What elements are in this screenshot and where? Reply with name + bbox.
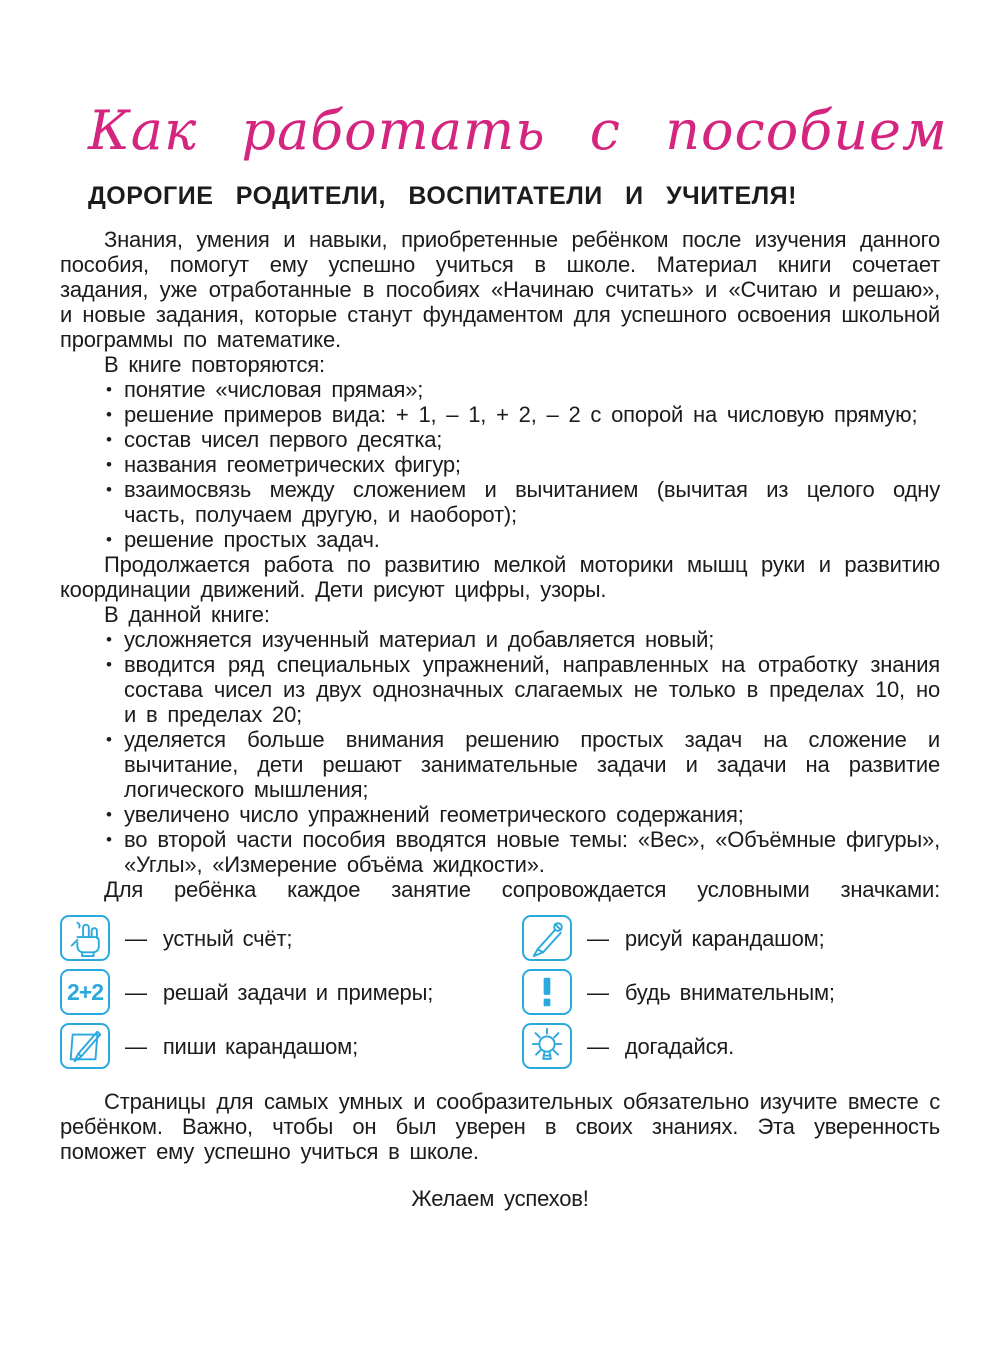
lightbulb-icon (522, 1023, 572, 1069)
list-item-text: усложняется изученный материал и добавляется новый; (124, 627, 715, 653)
page-subtitle: ДОРОГИЕ РОДИТЕЛИ, ВОСПИТАТЕЛИ И УЧИТЕЛЯ! (88, 182, 797, 211)
list-item (60, 402, 940, 427)
repeat-list (60, 377, 940, 552)
list-item (60, 652, 940, 727)
legend-row-solve-examples (60, 969, 522, 1015)
bullet-dot: • (106, 655, 112, 675)
bullet-dot: • (106, 380, 112, 400)
list-item (60, 802, 940, 827)
list-item-text: решение примеров вида: + 1, – 1, + 2, – 2 с опорой на числовую прямую; (124, 402, 918, 428)
closing-block (60, 1089, 940, 1211)
legend-label: решай задачи и примеры; (162, 979, 434, 1005)
legend-label: рисуй карандашом; (624, 925, 825, 951)
list-item (60, 377, 940, 402)
legend-column-left (60, 915, 522, 1069)
bullet-dot: • (106, 455, 112, 475)
paragraph-motor-skills: Продолжается работа по развитию мелкой моторики мышц руки и развитию координации движений. Дети рисуют цифры, узоры. (60, 552, 940, 603)
legend-label: догадайся. (624, 1033, 735, 1059)
legend-dash: — (587, 1033, 609, 1059)
bullet-dot: • (106, 405, 112, 425)
closing-wish: Желаем успехов! (411, 1186, 589, 1212)
legend-intro: Для ребёнка каждое занятие сопровождается условными значками: (104, 877, 940, 903)
legend-row-be-attentive (522, 969, 835, 1015)
body-text (60, 227, 940, 1211)
list-item-text: во второй части пособия вводятся новые темы: «Вес», «Объёмные фигуры», «Углы», «Измерение объёма жидкости». (124, 827, 940, 878)
pencil-draw-icon (522, 915, 572, 961)
exclamation-icon (522, 969, 572, 1015)
icon-legend (60, 915, 940, 1069)
legend-row-draw-pencil (522, 915, 835, 961)
list-item (60, 527, 940, 552)
legend-row-guess (522, 1023, 835, 1069)
list-item (60, 727, 940, 802)
list-item-text: понятие «числовая прямая»; (124, 377, 424, 403)
legend-label: будь внимательным; (624, 979, 835, 1005)
bullet-dot: • (106, 530, 112, 550)
list-item (60, 477, 940, 527)
exclamation-icon (525, 972, 569, 1012)
legend-label: пиши карандашом; (162, 1033, 359, 1059)
page-title: Как работать с пособием (88, 99, 948, 162)
book-list (60, 627, 940, 877)
legend-dash: — (125, 1033, 147, 1059)
bullet-dot: • (106, 430, 112, 450)
legend-dash: — (587, 925, 609, 951)
legend-row-oral-count (60, 915, 522, 961)
list-item (60, 452, 940, 477)
pencil-writing-icon (63, 1026, 107, 1066)
list-item-text: решение простых задач. (124, 527, 380, 553)
book-list-intro: В данной книге: (104, 602, 270, 628)
list-item-text: уделяется больше внимания решению простых задач на сложение и вычитание, дети решают занимательные задачи и задачи на развитие логического мышления; (124, 727, 940, 803)
list-item (60, 627, 940, 652)
lightbulb-icon (525, 1026, 569, 1066)
bullet-dot: • (106, 730, 112, 750)
bullet-dot: • (106, 480, 112, 500)
list-item (60, 827, 940, 877)
pencil-writing-icon (60, 1023, 110, 1069)
bullet-dot: • (106, 630, 112, 650)
list-item-text: взаимосвязь между сложением и вычитанием (вычитая из целого одну часть, получаем другую, и наоборот); (124, 477, 940, 528)
list-item-text: вводится ряд специальных упражнений, направленных на отработку знания состава чисел из двух однозначных слагаемых не только в пределах 10, но и в пределах 20; (124, 652, 940, 728)
pencil-draw-icon (525, 918, 569, 958)
paragraph-smart-pages: Страницы для самых умных и сообразительных обязательно изучите вместе с ребёнком. Важно, чтобы он был уверен в своих знаниях. Эта уверенность поможет ему успешно учиться в школе. (60, 1089, 940, 1165)
legend-dash: — (587, 979, 609, 1005)
repeat-list-intro: В книге повторяются: (104, 352, 325, 378)
solve-examples-symbol: 2+2 (66, 978, 103, 1005)
legend-column-right (522, 915, 835, 1069)
legend-label: устный счёт; (162, 925, 293, 951)
list-item-text: увеличено число упражнений геометрического содержания; (124, 802, 744, 828)
list-item (60, 427, 940, 452)
list-item-text: состав чисел первого десятка; (124, 427, 443, 453)
bullet-dot: • (106, 805, 112, 825)
legend-dash: — (125, 925, 147, 951)
list-item-text: названия геометрических фигур; (124, 452, 461, 478)
legend-dash: — (125, 979, 147, 1005)
solve-examples-icon (60, 969, 110, 1015)
paragraph-intro: Знания, умения и навыки, приобретенные ребёнком после изучения данного пособия, помогут ему успешно учиться в школе. Материал книги сочетает задания, уже отработанные в пособиях «Начинаю считать» и «Считаю и решаю», и новые задания, которые станут фундаментом для успешного освоения школьной программы по математике. (60, 227, 940, 353)
bullet-dot: • (106, 830, 112, 850)
hand-counting-icon (60, 915, 110, 961)
legend-row-write-pencil (60, 1023, 522, 1069)
hand-counting-icon (63, 918, 107, 958)
